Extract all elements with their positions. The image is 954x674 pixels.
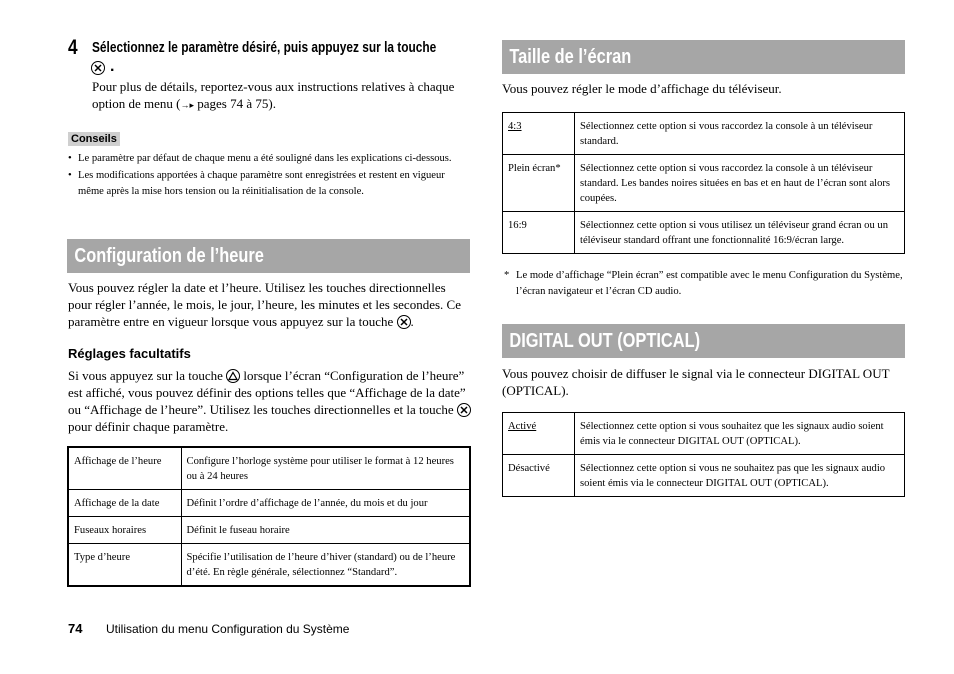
- option-desc: Définit le fuseau horaire: [181, 517, 470, 544]
- table-row: [503, 113, 905, 155]
- cross-button-icon: [397, 315, 411, 329]
- option-desc: Sélectionnez cette option si vous ne souhaitez pas que les signaux audio soient émis via le connecteur DIGITAL OUT (OPTICAL).: [575, 455, 905, 497]
- step-title: Sélectionnez le paramètre désiré, puis appuyez sur la touche: [92, 40, 437, 56]
- optional-text-c: pour définir chaque paramètre.: [68, 419, 229, 434]
- step-number: 4: [68, 36, 78, 59]
- clock-intro-end: .: [410, 314, 414, 329]
- clock-intro: [68, 279, 472, 330]
- option-desc: Définit l’ordre d’affichage de l’année, du mois et du jour: [181, 490, 470, 517]
- option-name: Affichage de la date: [68, 490, 181, 517]
- footnote-mark: *: [504, 270, 510, 281]
- digital-intro: Vous pouvez choisir de diffuser le signal via le connecteur DIGITAL OUT (OPTICAL).: [502, 366, 890, 398]
- tips-list: [68, 151, 468, 201]
- screen-intro: Vous pouvez régler le mode d’affichage du téléviseur.: [502, 81, 782, 96]
- footer-title: Utilisation du menu Configuration du Système: [106, 622, 350, 636]
- step-body-text: Pour plus de détails, reportez-vous aux instructions relatives à chaque option de menu (: [92, 79, 455, 111]
- table-row: [503, 455, 905, 497]
- table-row: [68, 447, 470, 490]
- tip-item: • Le paramètre par défaut de chaque menu a été souligné dans les explications ci-dessous.: [68, 151, 468, 167]
- table-row: [503, 413, 905, 455]
- option-desc: Sélectionnez cette option si vous raccordez la console à un téléviseur standard.: [575, 113, 905, 155]
- option-name: 16:9: [503, 212, 575, 254]
- option-name: Plein écran*: [503, 155, 575, 212]
- footnote-text: Le mode d’affichage “Plein écran” est compatible avec le menu Configuration du Système, l’écran navigateur et l’écran CD audio.: [516, 270, 903, 297]
- optional-text-b: lorsque l’écran “Configuration de l’heure” est affiché, vous pouvez définir des options telles que “Affichage de la date” ou “Affichage de l’heure”. Utilisez les touches directionnelles et la touche: [68, 368, 466, 417]
- optional-settings-heading: Réglages facultatifs: [68, 346, 191, 361]
- table-row: [68, 544, 470, 587]
- section-heading-digital-out: DIGITAL OUT (OPTICAL): [502, 324, 905, 358]
- option-name: Désactivé: [503, 455, 575, 497]
- option-desc: Sélectionnez cette option si vous utilisez un téléviseur grand écran ou un téléviseur standard offrant une fonctionnalité 16:9/écran large.: [575, 212, 905, 254]
- table-row: [503, 212, 905, 254]
- screen-options-table: [502, 112, 905, 254]
- section-heading-clock: Configuration de l’heure: [67, 239, 470, 273]
- clock-options-table: [67, 446, 471, 587]
- step-title-end: .: [110, 58, 115, 75]
- option-name: Affichage de l’heure: [68, 447, 181, 490]
- option-name: Type d’heure: [68, 544, 181, 587]
- cross-button-icon: [457, 403, 471, 417]
- optional-text-a: Si vous appuyez sur la touche: [68, 368, 223, 383]
- option-name: Activé: [503, 413, 575, 455]
- cross-button-icon: [91, 59, 105, 77]
- optional-settings-text: [68, 367, 472, 435]
- arrow-reference-icon: →▸: [180, 100, 194, 110]
- step-body-pages: pages 74 à 75).: [194, 96, 276, 111]
- option-desc: Configure l’horloge système pour utiliser le format à 12 heures ou à 24 heures: [181, 447, 470, 490]
- tips-label: Conseils: [68, 132, 120, 146]
- digital-options-table: [502, 412, 905, 497]
- section-heading-screen: Taille de l’écran: [502, 40, 905, 74]
- table-row: [68, 517, 470, 544]
- triangle-button-icon: [226, 369, 240, 383]
- step-body: [92, 78, 477, 114]
- table-row: [68, 490, 470, 517]
- option-desc: Sélectionnez cette option si vous souhaitez que les signaux audio soient émis via le connecteur DIGITAL OUT (OPTICAL).: [575, 413, 905, 455]
- option-name: Fuseaux horaires: [68, 517, 181, 544]
- page-number: 74: [68, 621, 83, 636]
- clock-intro-text: Vous pouvez régler la date et l’heure. Utilisez les touches directionnelles pour régler l’année, le mois, le jour, l’heure, les minutes et les secondes. Ce paramètre entre en vigueur lorsque vous appuyez sur la touche: [68, 280, 461, 329]
- option-desc: Spécifie l’utilisation de l’heure d’hiver (standard) ou de l’heure d’été. En règle générale, sélectionnez “Standard”.: [181, 544, 470, 587]
- table-row: [503, 155, 905, 212]
- screen-footnote: [504, 268, 904, 300]
- tip-item: • Les modifications apportées à chaque paramètre sont enregistrées et restent en vigueur même après la mise hors tension ou la réinitialisation de la console.: [68, 168, 468, 200]
- option-name: 4:3: [503, 113, 575, 155]
- option-desc: Sélectionnez cette option si vous raccordez la console à un téléviseur standard. Les bandes noires situées en bas et en haut de l’écran sont alors coupées.: [575, 155, 905, 212]
